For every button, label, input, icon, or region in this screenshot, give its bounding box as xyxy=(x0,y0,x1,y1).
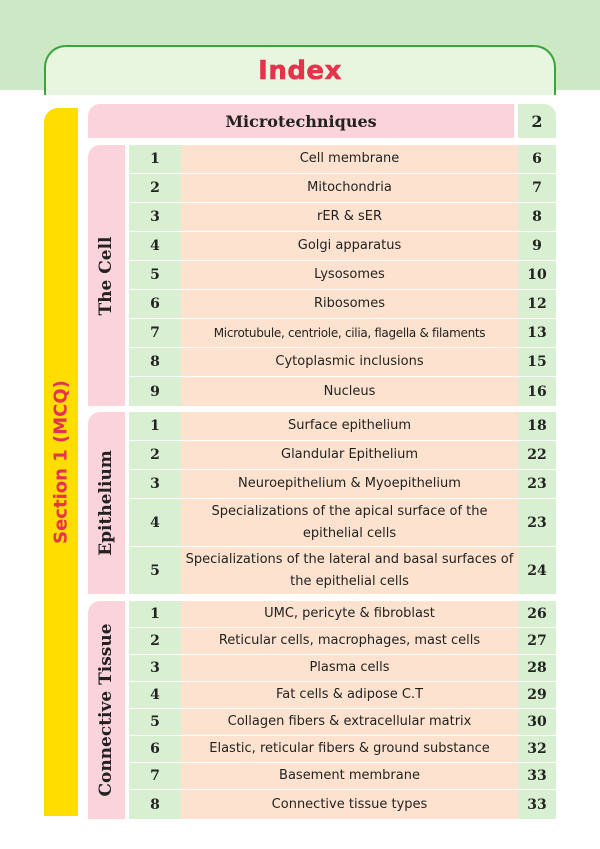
row-page: 18 xyxy=(518,412,556,440)
row-topic: Collagen fibers & extracellular matrix xyxy=(181,709,518,735)
row-topic: Cell membrane xyxy=(181,145,518,173)
index-row[interactable] xyxy=(129,441,556,469)
row-topic: Neuroepithelium & Myoepithelium xyxy=(181,470,518,498)
index-row[interactable] xyxy=(129,377,556,406)
index-row[interactable] xyxy=(129,547,556,594)
index-row[interactable] xyxy=(129,628,556,654)
row-number: 5 xyxy=(129,261,181,289)
index-row[interactable] xyxy=(129,470,556,498)
row-topic: Nucleus xyxy=(181,377,518,406)
row-topic: Golgi apparatus xyxy=(181,232,518,260)
row-page: 33 xyxy=(518,790,556,819)
row-number: 5 xyxy=(129,547,181,594)
index-row[interactable] xyxy=(129,655,556,681)
row-page: 23 xyxy=(518,470,556,498)
index-row[interactable] xyxy=(129,499,556,546)
index-row[interactable] xyxy=(129,736,556,762)
row-topic: Connective tissue types xyxy=(181,790,518,819)
row-number: 3 xyxy=(129,203,181,231)
index-row[interactable] xyxy=(129,290,556,318)
row-topic: Reticular cells, macrophages, mast cells xyxy=(181,628,518,654)
row-number: 3 xyxy=(129,470,181,498)
row-page: 15 xyxy=(518,348,556,376)
row-topic: UMC, pericyte & fibroblast xyxy=(181,601,518,627)
row-number: 8 xyxy=(129,348,181,376)
row-page: 13 xyxy=(518,319,556,347)
row-topic: Cytoplasmic inclusions xyxy=(181,348,518,376)
title-tab xyxy=(44,45,556,95)
row-topic: Glandular Epithelium xyxy=(181,441,518,469)
row-page: 30 xyxy=(518,709,556,735)
row-topic: Fat cells & adipose C.T xyxy=(181,682,518,708)
index-row[interactable] xyxy=(129,145,556,173)
row-topic: rER & sER xyxy=(181,203,518,231)
row-topic: Surface epithelium xyxy=(181,412,518,440)
row-page: 26 xyxy=(518,601,556,627)
row-number: 2 xyxy=(129,628,181,654)
index-row[interactable] xyxy=(129,319,556,347)
group-label-bar xyxy=(88,412,125,594)
row-number: 4 xyxy=(129,232,181,260)
index-row[interactable] xyxy=(129,682,556,708)
row-topic: Specializations of the lateral and basal surfaces of the epithelial cells xyxy=(181,547,518,594)
index-row[interactable] xyxy=(129,232,556,260)
row-topic: Basement membrane xyxy=(181,763,518,789)
row-page: 27 xyxy=(518,628,556,654)
row-page: 28 xyxy=(518,655,556,681)
microtechniques-page: 2 xyxy=(518,104,556,138)
section-label: Section 1 (MCQ) xyxy=(50,380,72,544)
group-label-bar xyxy=(88,145,125,406)
index-row[interactable] xyxy=(129,412,556,440)
row-page: 24 xyxy=(518,547,556,594)
index-row[interactable] xyxy=(129,348,556,376)
row-topic: Mitochondria xyxy=(181,174,518,202)
group-label: Connective Tissue xyxy=(96,623,116,797)
row-topic: Elastic, reticular fibers & ground substance xyxy=(181,736,518,762)
row-page: 16 xyxy=(518,377,556,406)
index-row[interactable] xyxy=(129,763,556,789)
row-number: 1 xyxy=(129,601,181,627)
row-topic: Ribosomes xyxy=(181,290,518,318)
page-title: Index xyxy=(258,56,342,86)
row-number: 2 xyxy=(129,441,181,469)
microtechniques-row[interactable] xyxy=(88,104,514,138)
row-number: 2 xyxy=(129,174,181,202)
row-page: 8 xyxy=(518,203,556,231)
group-connective-tissue xyxy=(88,601,556,819)
row-number: 8 xyxy=(129,790,181,819)
row-topic: Lysosomes xyxy=(181,261,518,289)
row-page: 7 xyxy=(518,174,556,202)
group-label-bar xyxy=(88,601,125,819)
index-row[interactable] xyxy=(129,203,556,231)
index-row[interactable] xyxy=(129,709,556,735)
row-topic: Specializations of the apical surface of the epithelial cells xyxy=(181,499,518,546)
row-page: 23 xyxy=(518,499,556,546)
group-label: Epithelium xyxy=(96,450,116,556)
index-row[interactable] xyxy=(129,601,556,627)
row-number: 4 xyxy=(129,499,181,546)
row-page: 12 xyxy=(518,290,556,318)
row-page: 10 xyxy=(518,261,556,289)
row-number: 5 xyxy=(129,709,181,735)
row-number: 6 xyxy=(129,736,181,762)
row-topic: Plasma cells xyxy=(181,655,518,681)
row-number: 7 xyxy=(129,319,181,347)
row-number: 1 xyxy=(129,145,181,173)
row-number: 4 xyxy=(129,682,181,708)
row-number: 9 xyxy=(129,377,181,406)
group-epithelium xyxy=(88,412,556,594)
row-page: 32 xyxy=(518,736,556,762)
row-number: 3 xyxy=(129,655,181,681)
row-number: 7 xyxy=(129,763,181,789)
group-label: The Cell xyxy=(96,235,116,316)
row-number: 6 xyxy=(129,290,181,318)
index-row[interactable] xyxy=(129,174,556,202)
index-row[interactable] xyxy=(129,790,556,819)
group-the-cell xyxy=(88,145,556,406)
row-page: 6 xyxy=(518,145,556,173)
row-page: 22 xyxy=(518,441,556,469)
row-page: 29 xyxy=(518,682,556,708)
row-topic: Microtubule, centriole, cilia, flagella & filaments xyxy=(181,319,518,347)
index-row[interactable] xyxy=(129,261,556,289)
row-page: 33 xyxy=(518,763,556,789)
row-page: 9 xyxy=(518,232,556,260)
row-number: 1 xyxy=(129,412,181,440)
microtechniques-title: Microtechniques xyxy=(225,111,377,131)
